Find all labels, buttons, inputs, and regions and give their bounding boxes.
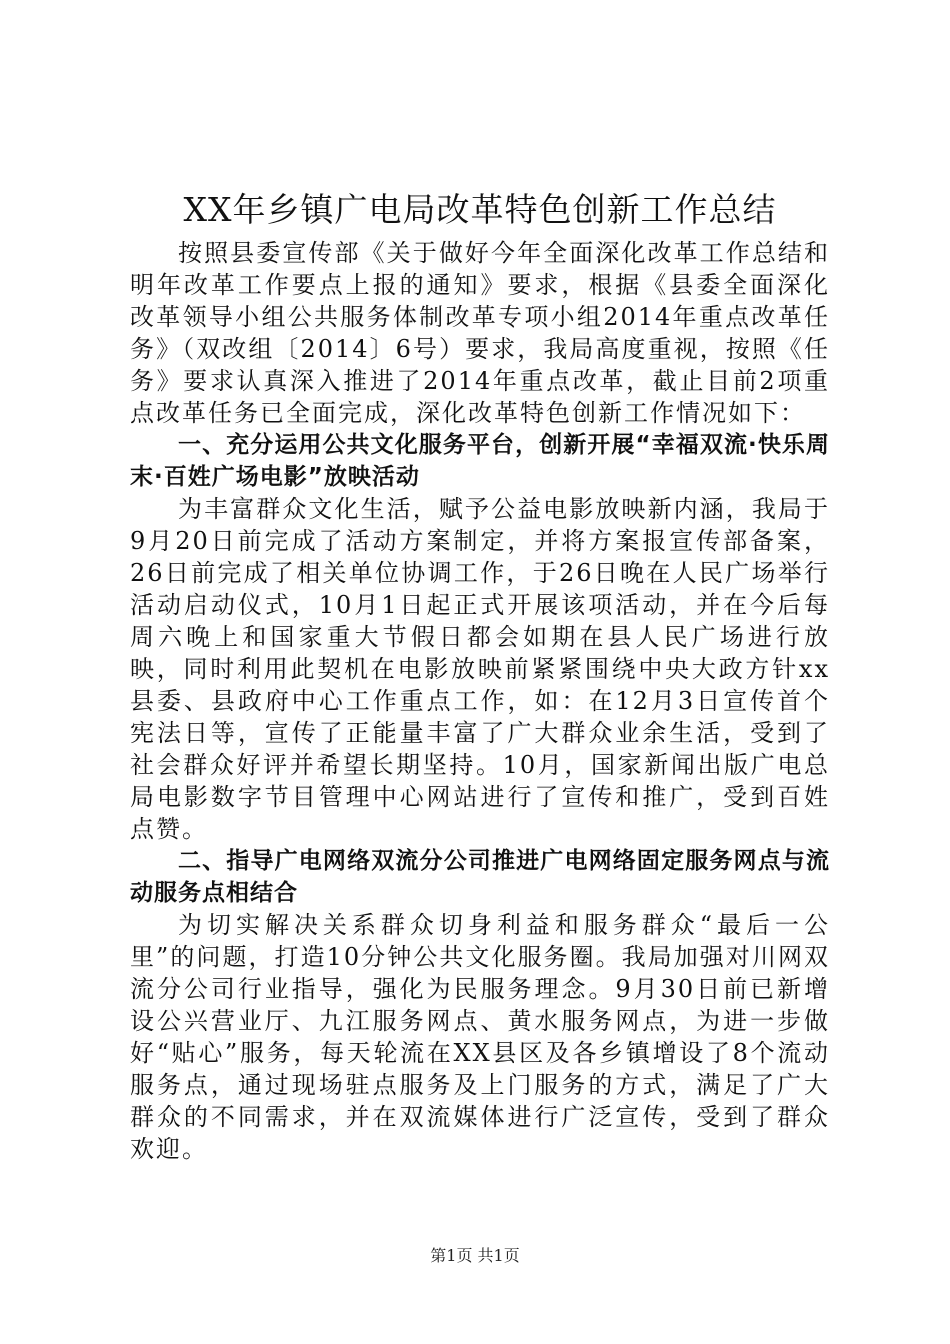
section-1-heading: 一、充分运用公共文化服务平台，创新开展“幸福双流·快乐周末·百姓广场电影”放映活动	[130, 432, 830, 490]
section-1-body: 为丰富群众文化生活，赋予公益电影放映新内涵，我局于9月20日前完成了活动方案制定，并将方案报宣传部备案，26日前完成了相关单位协调工作，于26日晚在人民广场举行活动启动仪式，10月1日起正式开展该项活动，并在今后每周六晚上和国家重大节假日都会如期在县人民广场进行放映，同时利用此契机在电影放映前紧紧围绕中央大政方针xx县委、县政府中心工作重点工作，如：在12月3日宣传首个宪法日等，宣传了正能量丰富了广大群众业余生活，受到了社会群众好评并希望长期坚持。10月，国家新闻出版广电总局电影数字节目管理中心网站进行了宣传和推广，受到百姓点赞。	[130, 495, 830, 843]
document-content	[130, 187, 830, 1165]
page-footer: 第1页 共1页	[430, 1246, 520, 1265]
document-title: XX年乡镇广电局改革特色创新工作总结	[183, 190, 777, 229]
section-2-heading: 二、指导广电网络双流分公司推进广电网络固定服务网点与流动服务点相结合	[130, 848, 830, 906]
intro-paragraph: 按照县委宣传部《关于做好今年全面深化改革工作总结和明年改革工作要点上报的通知》要求，根据《县委全面深化改革领导小组公共服务体制改革专项小组2014年重点改革任务》（双改组〔2014〕6号）要求，我局高度重视，按照《任务》要求认真深入推进了2014年重点改革，截止目前2项重点改革任务已全面完成，深化改革特色创新工作情况如下：	[130, 239, 830, 427]
section-2-body: 为切实解决关系群众切身利益和服务群众“最后一公里”的问题，打造10分钟公共文化服务圈。我局加强对川网双流分公司行业指导，强化为民服务理念。9月30日前已新增设公兴营业厅、九江服务网点、黄水服务网点，为进一步做好“贴心”服务，每天轮流在XX县区及各乡镇增设了8个流动服务点，通过现场驻点服务及上门服务的方式，满足了广大群众的不同需求，并在双流媒体进行广泛宣传，受到了群众欢迎。	[130, 911, 830, 1163]
